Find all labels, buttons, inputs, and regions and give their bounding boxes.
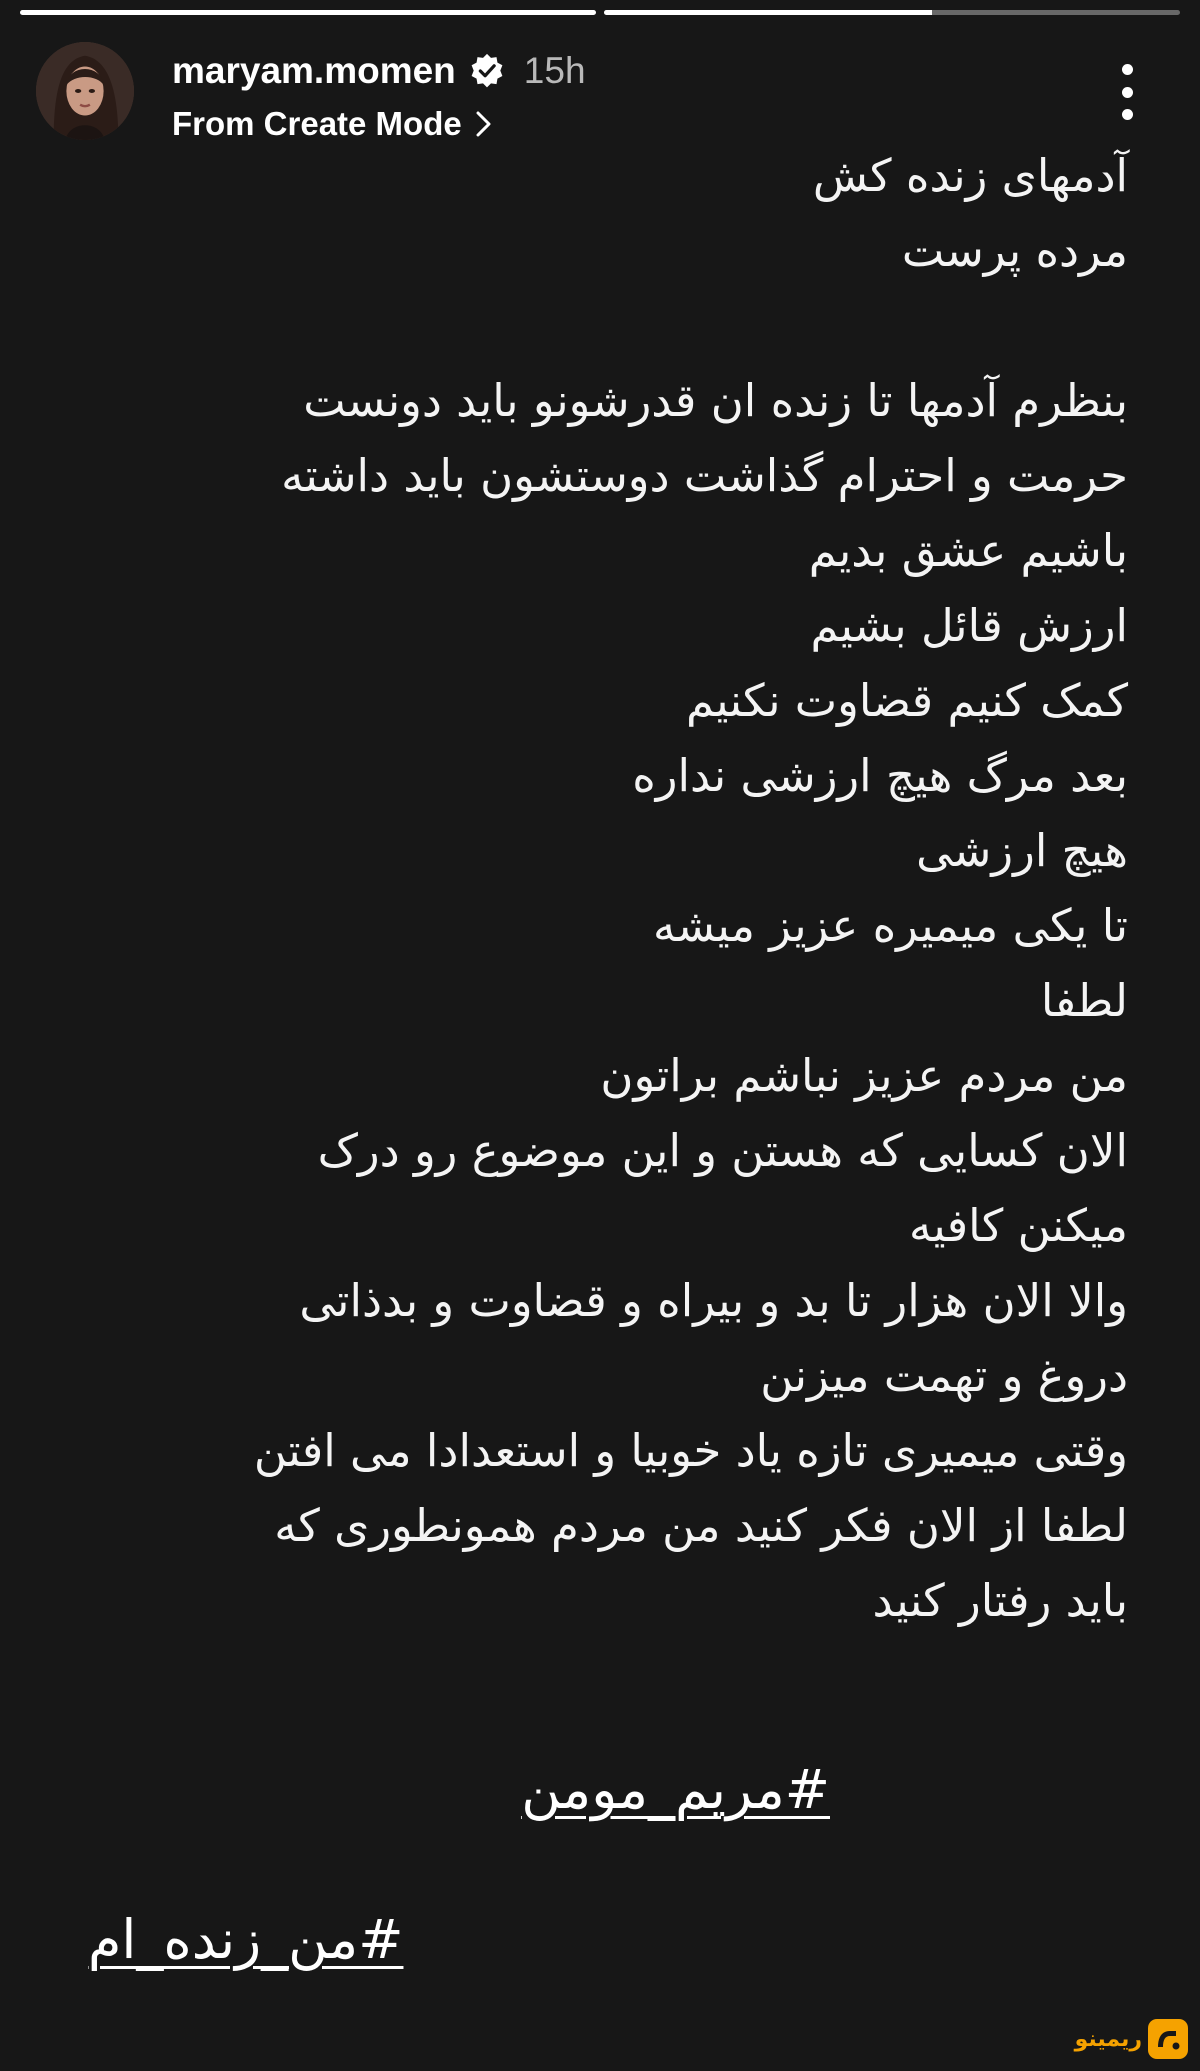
avatar[interactable] [36, 42, 134, 140]
story-line: دروغ و تهمت میزنن [760, 1349, 1128, 1402]
watermark-logo-icon [1148, 2019, 1188, 2059]
story-line: حرمت و احترام گذاشت دوستشون باید داشته [281, 449, 1128, 502]
story-line: میکنن کافیه [908, 1199, 1128, 1252]
story-line: باید رفتار کنید [872, 1574, 1128, 1627]
story-header [36, 42, 1180, 147]
story-line-blank [148, 288, 1128, 363]
verified-badge-icon [468, 52, 506, 90]
story-line: ارزش قائل بشیم [810, 599, 1128, 652]
story-line: بعد مرگ هیچ ارزشی نداره [632, 749, 1128, 802]
more-vertical-icon[interactable] [1112, 64, 1142, 120]
chevron-right-icon [472, 109, 496, 139]
story-line: بنظرم آدمها تا زنده ان قدرشونو باید دونست [303, 374, 1128, 427]
story-line: آدمهای زنده کش [812, 149, 1128, 202]
story-line: من مردم عزیز نباشم براتون [600, 1049, 1128, 1102]
story-line: وقتی میمیری تازه یاد خوبیا و استعدادا می افتن [253, 1424, 1128, 1477]
more-dot [1122, 64, 1133, 75]
progress-segment-2 [604, 10, 1180, 15]
story-progress [20, 10, 1180, 15]
story-line: تا یکی میمیره عزیز میشه [652, 899, 1128, 952]
more-dot [1122, 109, 1133, 120]
username-row [172, 44, 586, 98]
story-text [148, 138, 1128, 1638]
story-line: مرده پرست [901, 224, 1128, 277]
watermark [1075, 2017, 1188, 2061]
hashtag-man-zendeam[interactable]: #من_زنده_ام [88, 1908, 404, 1971]
story-line: هیچ ارزشی [916, 824, 1128, 877]
watermark-text: ریمینو [1074, 2026, 1142, 2052]
story-line: لطفا [1040, 974, 1128, 1027]
story-line: الان کسایی که هستن و این موضوع رو درک [317, 1124, 1128, 1177]
story-line: کمک کنیم قضاوت نکنیم [686, 674, 1128, 727]
progress-segment-1 [20, 10, 596, 15]
hashtag-maryam-momen[interactable]: #مریم_مومن [521, 1758, 830, 1821]
story-line: باشیم عشق بدیم [808, 524, 1128, 577]
more-dot [1122, 87, 1133, 98]
create-mode-label: From Create Mode [172, 105, 462, 142]
post-time: 15h [523, 50, 586, 91]
story-line: لطفا از الان فکر کنید من مردم همونطوری که [274, 1499, 1128, 1552]
username[interactable]: maryam.momen [172, 50, 456, 91]
avatar-image [36, 42, 134, 140]
story-line: والا الان هزار تا بد و بیراه و قضاوت و بدذاتی [299, 1274, 1128, 1327]
